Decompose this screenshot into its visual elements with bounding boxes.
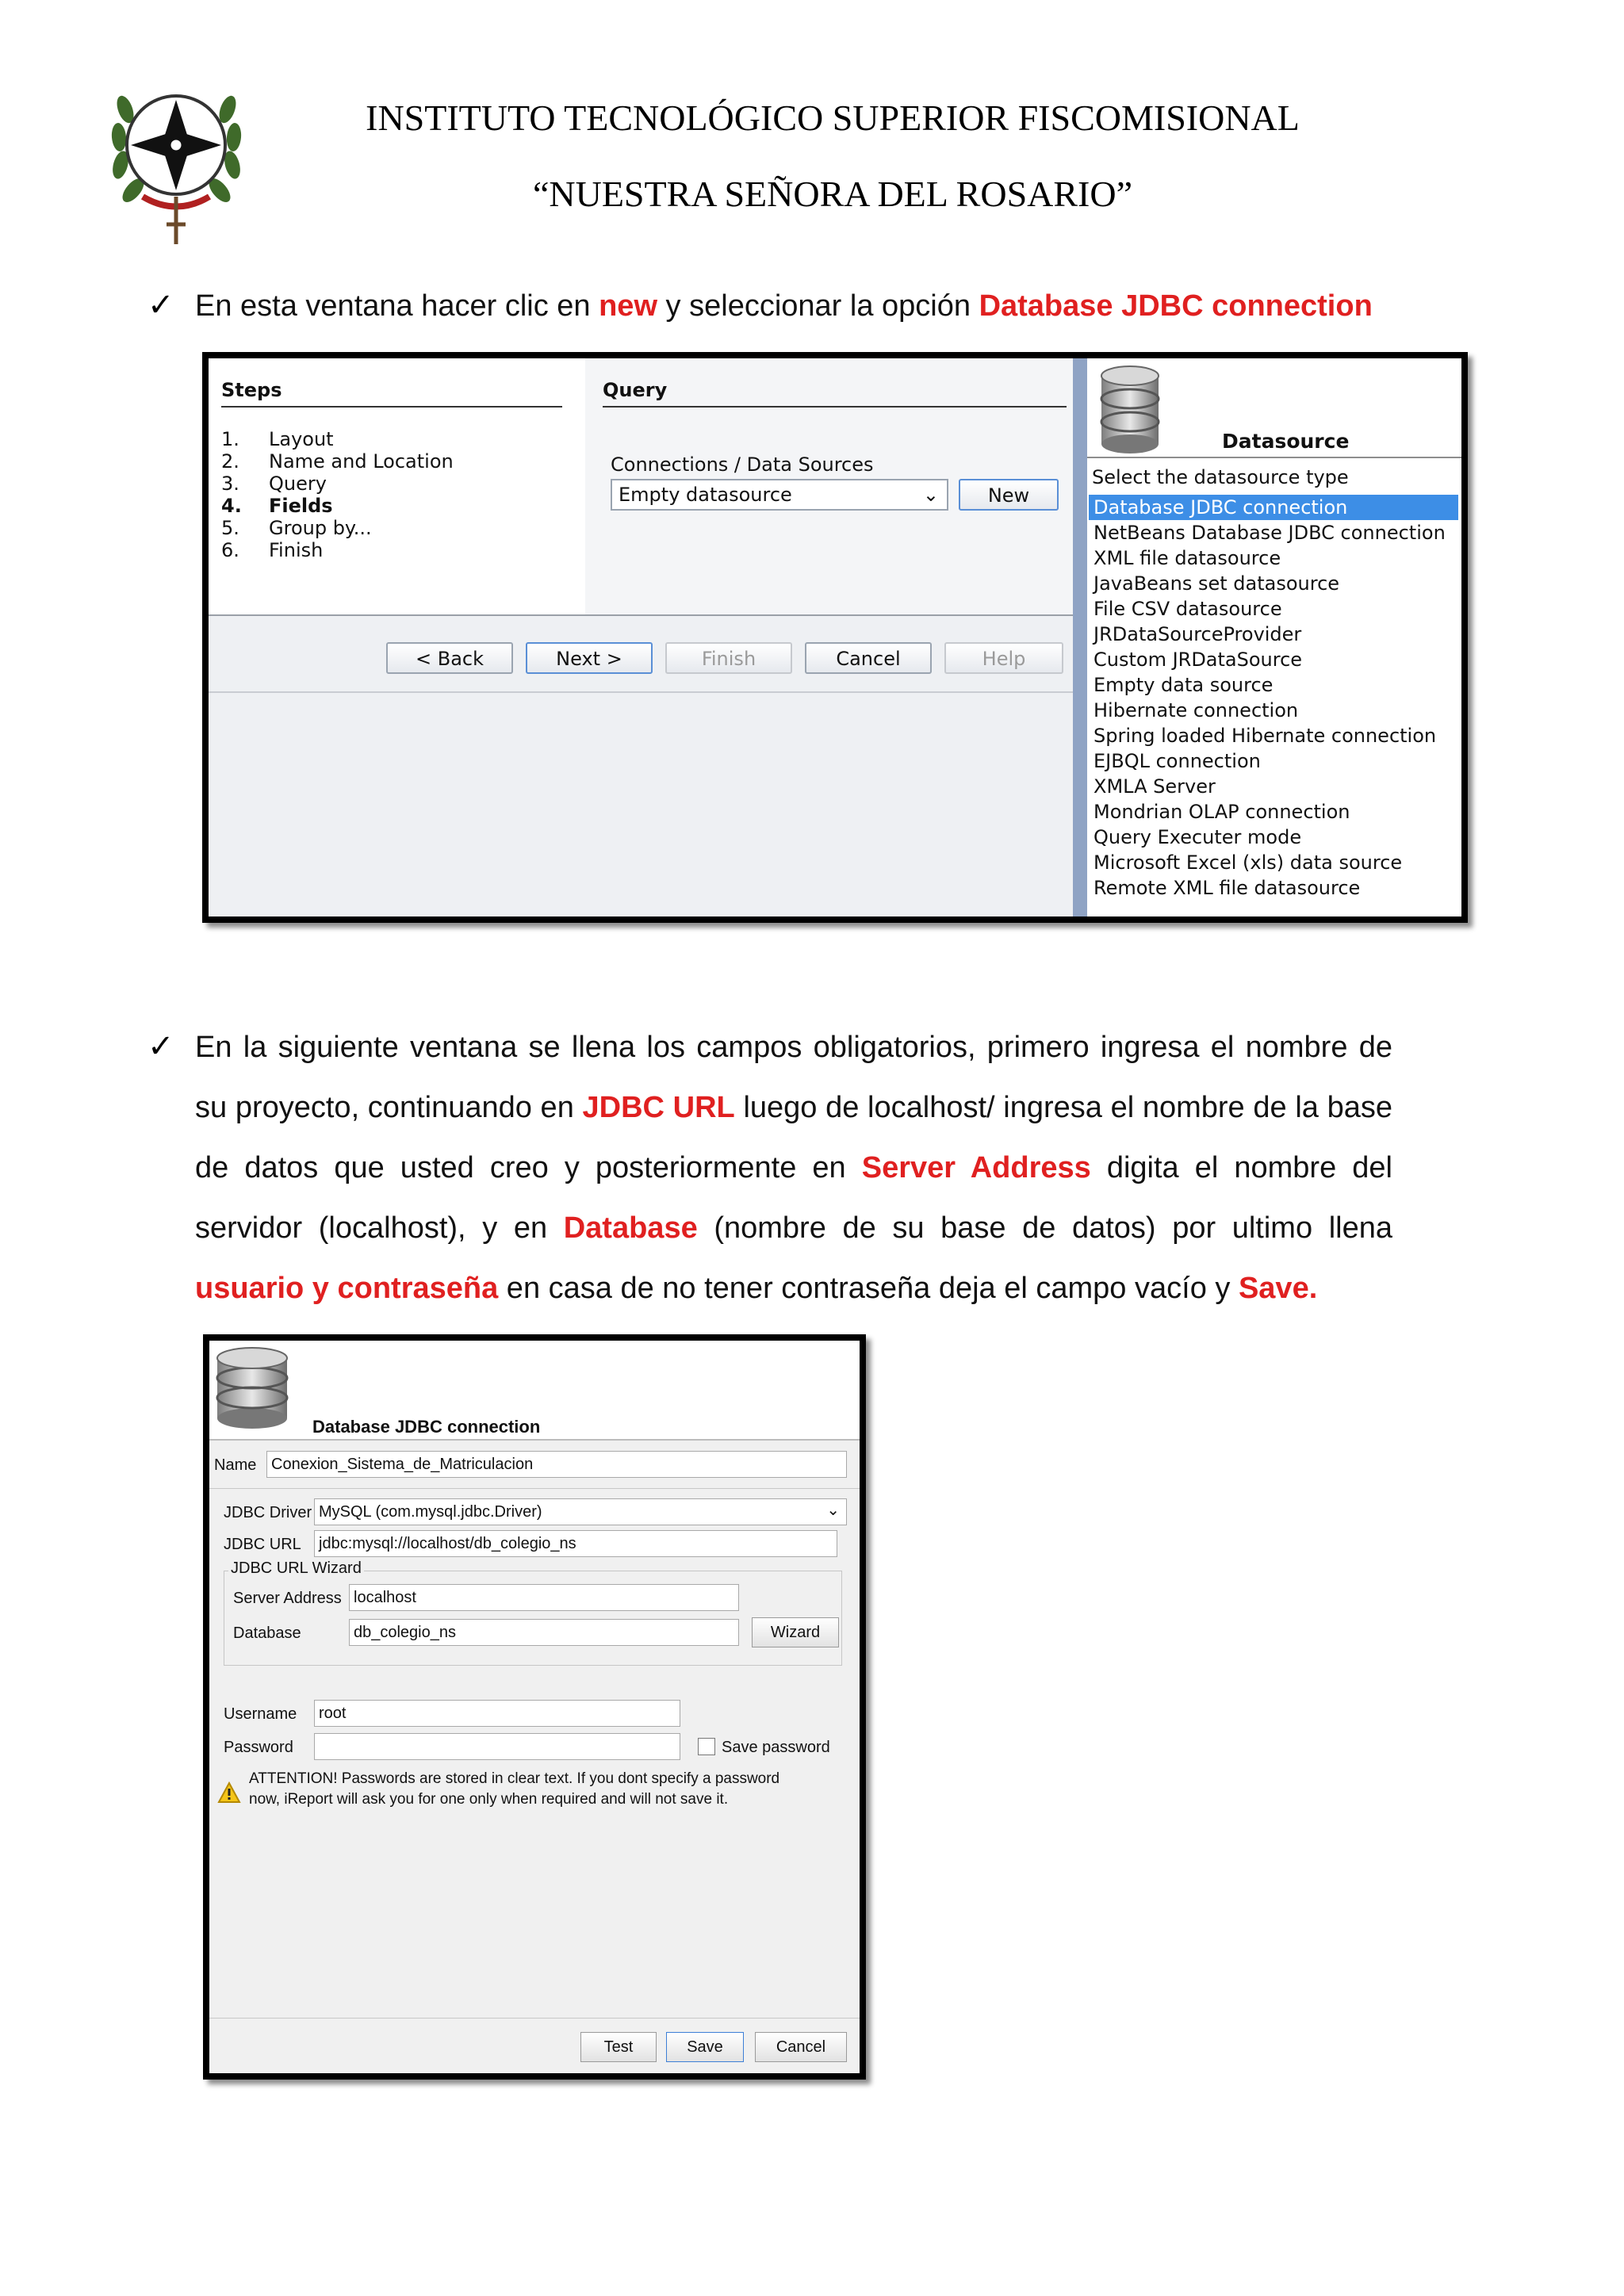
highlight-save: Save.	[1238, 1272, 1318, 1305]
footer-divider	[209, 2018, 860, 2019]
next-button[interactable]: Next >	[526, 642, 653, 674]
section-divider	[209, 1488, 860, 1489]
step-item: 6. Finish	[221, 539, 324, 561]
chevron-down-icon: ⌄	[922, 484, 939, 506]
step-item: 2. Name and Location	[221, 450, 454, 473]
datasource-type-list	[1089, 495, 1458, 907]
server-address-field[interactable]: localhost	[349, 1584, 739, 1611]
list-item[interactable]: EJBQL connection	[1094, 750, 1261, 772]
list-item[interactable]: Spring loaded Hibernate connection	[1094, 725, 1437, 747]
query-title: Query	[603, 379, 668, 401]
step-item: 1. Layout	[221, 428, 334, 450]
chevron-down-icon: ⌄	[826, 1502, 840, 1519]
cancel-button[interactable]: Cancel	[805, 642, 932, 674]
test-button[interactable]: Test	[580, 2032, 657, 2062]
list-item[interactable]: Remote XML file datasource	[1094, 877, 1361, 899]
connections-label: Connections / Data Sources	[611, 453, 874, 476]
list-item[interactable]: Microsoft Excel (xls) data source	[1094, 851, 1403, 874]
username-field[interactable]: root	[314, 1700, 680, 1727]
database-icon	[1098, 363, 1162, 461]
header-divider	[209, 1439, 860, 1441]
step-item: 3. Query	[221, 473, 327, 495]
highlight-database: Database	[563, 1211, 698, 1245]
list-item[interactable]: File CSV datasource	[1094, 598, 1282, 620]
save-password-checkbox[interactable]	[698, 1738, 715, 1755]
datasource-panel	[1087, 358, 1461, 916]
lower-divider	[209, 691, 1073, 693]
jdbc-driver-select[interactable]: MySQL (com.mysql.jdbc.Driver) ⌄	[314, 1498, 847, 1525]
checkmark-icon: ✓	[147, 288, 174, 323]
institution-subtitle: “NUESTRA SEÑORA DEL ROSARIO”	[532, 174, 1133, 214]
new-datasource-button[interactable]: New	[959, 479, 1059, 511]
name-field[interactable]: Conexion_Sistema_de_Matriculacion	[266, 1451, 847, 1478]
select-type-label: Select the datasource type	[1092, 466, 1349, 488]
window-separator	[1073, 358, 1087, 916]
username-label: Username	[224, 1705, 297, 1723]
dialog-title: Database JDBC connection	[312, 1417, 541, 1437]
step-item: 5. Group by...	[221, 517, 372, 539]
save-password-label: Save password	[722, 1739, 830, 1756]
steps-list	[221, 428, 454, 561]
list-item[interactable]: XML file datasource	[1094, 547, 1281, 569]
back-button[interactable]: < Back	[386, 642, 513, 674]
list-item[interactable]: Query Executer mode	[1094, 826, 1302, 848]
jdbc-url-label: JDBC URL	[224, 1536, 301, 1553]
highlight-new: new	[599, 289, 657, 323]
database-icon	[214, 1345, 290, 1435]
warning-icon	[217, 1781, 241, 1808]
list-item[interactable]: JRDataSourceProvider	[1094, 623, 1302, 645]
highlight-database-jdbc: Database JDBC connection	[979, 289, 1373, 323]
jdbc-connection-dialog	[203, 1334, 866, 2080]
list-item[interactable]: XMLA Server	[1094, 775, 1216, 798]
finish-button[interactable]: Finish	[665, 642, 792, 674]
steps-divider	[221, 406, 562, 408]
save-button[interactable]: Save	[666, 2032, 744, 2062]
checkmark-icon: ✓	[147, 1029, 174, 1064]
name-label: Name	[214, 1456, 257, 1474]
help-button[interactable]: Help	[944, 642, 1063, 674]
attention-note: ATTENTION! Passwords are stored in clear text. If you dont specify a password now, iReport will ask you for one only when required and will not save it.	[249, 1770, 780, 1808]
server-address-label: Server Address	[233, 1590, 342, 1607]
highlight-user-password: usuario y contraseña	[195, 1272, 499, 1305]
datasource-divider	[1087, 457, 1461, 458]
highlight-jdbc-url: JDBC URL	[582, 1091, 735, 1124]
instruction-paragraph-2: En la siguiente ventana se llena los campos obligatorios, primero ingresa el nombre de su proyecto, continuando en JDBC URL luego de localhost/ ingresa el nombre de la base de datos que usted creo y posteriormente en Server Address digita el nombre del servidor (localhost), y en Database (nombre de su base de datos) por ultimo llena usuario y contraseña en casa de no tener contraseña deja el campo vacío y Save.	[195, 1031, 1392, 1305]
jdbc-url-field[interactable]: jdbc:mysql://localhost/db_colegio_ns	[314, 1530, 837, 1557]
institution-name: INSTITUTO TECNOLÓGICO SUPERIOR FISCOMISIONAL	[366, 98, 1300, 138]
cancel-button[interactable]: Cancel	[755, 2032, 847, 2062]
password-label: Password	[224, 1739, 293, 1756]
list-item[interactable]: Custom JRDataSource	[1094, 649, 1303, 671]
password-field[interactable]	[314, 1733, 680, 1760]
datasource-title: Datasource	[1222, 430, 1350, 453]
list-item[interactable]: Hibernate connection	[1094, 699, 1299, 721]
database-field[interactable]: db_colegio_ns	[349, 1619, 739, 1646]
list-item-selected[interactable]: Database JDBC connection	[1089, 495, 1458, 520]
institution-logo	[111, 62, 242, 252]
query-divider	[603, 406, 1067, 408]
jdbc-driver-label: JDBC Driver	[224, 1504, 312, 1521]
connections-select[interactable]: Empty datasource ⌄	[611, 479, 948, 511]
list-item[interactable]: Empty data source	[1094, 674, 1274, 696]
wizard-group-label: JDBC URL Wizard	[228, 1559, 364, 1578]
steps-title: Steps	[221, 379, 282, 401]
list-item[interactable]: NetBeans Database JDBC connection	[1094, 522, 1446, 544]
list-item[interactable]: JavaBeans set datasource	[1094, 572, 1340, 595]
wizard-button[interactable]: Wizard	[752, 1617, 839, 1647]
step-item-current: 4. Fields	[221, 495, 333, 517]
list-item[interactable]: Mondrian OLAP connection	[1094, 801, 1350, 823]
button-bar-divider	[209, 614, 1073, 616]
database-label: Database	[233, 1624, 301, 1642]
instruction-paragraph-1: En esta ventana hacer clic en new y seleccionar la opción Database JDBC connection	[195, 289, 1373, 323]
report-wizard-screenshot	[202, 352, 1468, 923]
highlight-server-address: Server Address	[861, 1151, 1091, 1184]
